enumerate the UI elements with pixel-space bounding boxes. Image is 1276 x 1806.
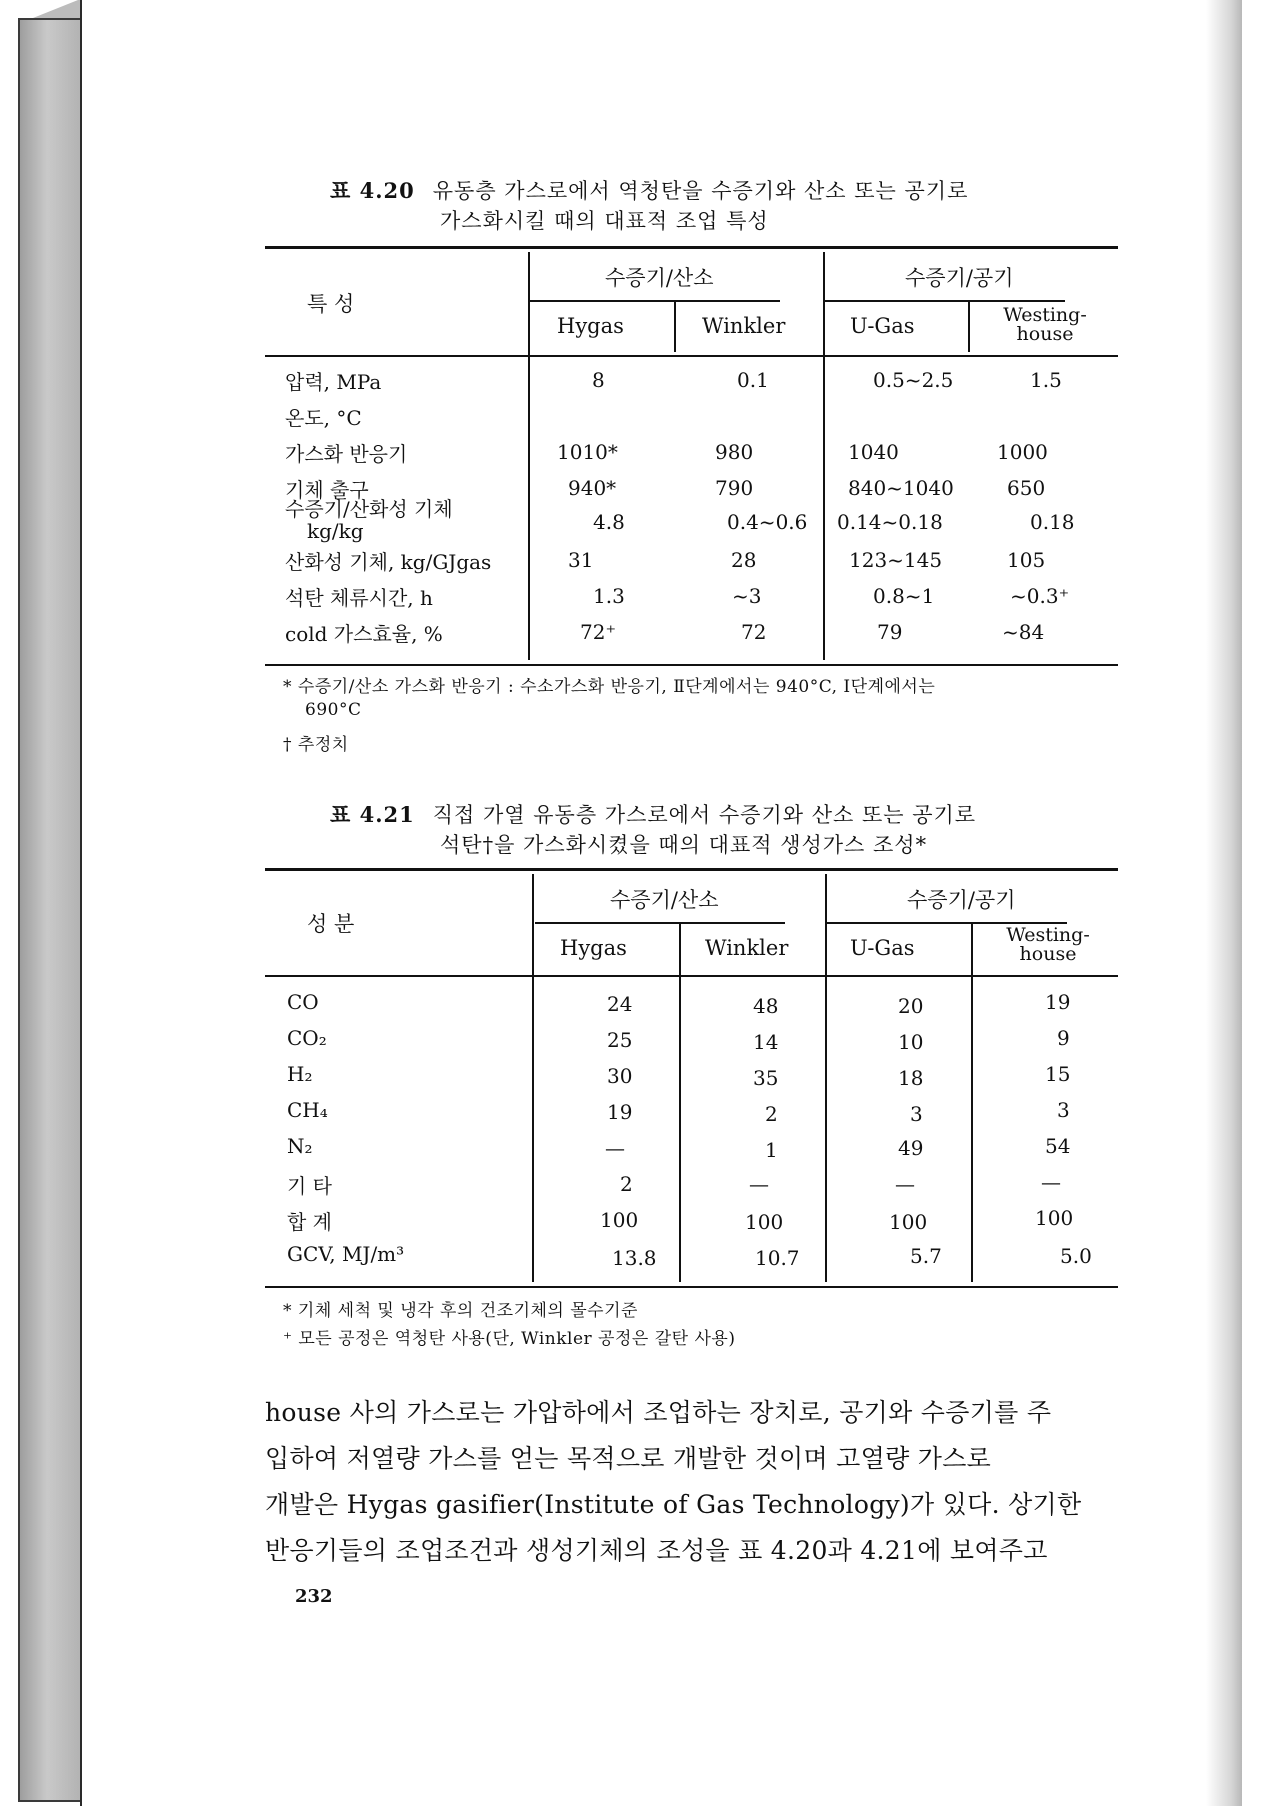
table1-row-pressure-westinghouse: 1.5 — [1030, 368, 1062, 392]
table2-vline-4 — [971, 924, 973, 1282]
table2-row-gcv-label: GCV, MJ/m³ — [287, 1242, 405, 1266]
table1-row-oxidant-westinghouse: 105 — [1007, 548, 1046, 572]
body-paragraph — [265, 1390, 1120, 1574]
table1-row-outlet-winkler: 790 — [715, 476, 754, 500]
table2-row-n2-winkler: 1 — [765, 1138, 778, 1162]
table2-row-ch4-winkler: 2 — [765, 1102, 778, 1126]
table2-note2: ⁺ 모든 공정은 역청탄 사용(단, Winkler 공정은 갈탄 사용) — [283, 1329, 736, 1349]
table1-row-pressure-ugas: 0.5~2.5 — [873, 368, 954, 392]
table2-header-rule — [265, 975, 1118, 977]
table2-header-label: 성 분 — [307, 912, 355, 936]
table2-title-line1: 직접 가열 유동층 가스로에서 수증기와 산소 또는 공기로 — [432, 803, 977, 827]
table2-row-other-winkler: — — [749, 1172, 769, 1196]
table1-note1b: 690°C — [305, 700, 362, 720]
table1-row-pressure-label: 압력, MPa — [285, 370, 382, 394]
table2-row-ch4-ugas: 3 — [910, 1102, 923, 1126]
table1-row-pressure-hygas: 8 — [592, 368, 605, 392]
table2-row-n2-hygas: — — [605, 1136, 625, 1160]
table2-vline-1 — [532, 874, 534, 1282]
table2-top-rule — [265, 868, 1118, 871]
table2-row-h2-hygas: 30 — [607, 1064, 633, 1088]
book-spine — [18, 18, 82, 1802]
table1-row-outlet-hygas: 940* — [568, 476, 617, 500]
table1-row-outlet-ugas: 840~1040 — [848, 476, 954, 500]
table1-row-oxidant-winkler: 28 — [731, 548, 757, 572]
table2-caption — [330, 800, 976, 860]
table1-row-efficiency-westinghouse: ~84 — [1002, 620, 1045, 644]
table2-row-co-label: CO — [287, 990, 319, 1014]
table1-row-efficiency-hygas: 72⁺ — [580, 620, 617, 644]
table1-vline-3 — [823, 252, 825, 660]
table1-vline-1 — [528, 252, 530, 660]
table1-vline-4 — [968, 302, 970, 352]
table2-row-co2-winkler: 14 — [753, 1030, 779, 1054]
table2-row-total-label: 합 계 — [287, 1210, 332, 1234]
table2-col-westing: Westing- — [1006, 924, 1090, 946]
table1-group1-header: 수증기/산소 — [605, 266, 714, 290]
table1-row-outlet-label: 기체 출구 — [285, 478, 369, 502]
table2-row-ch4-hygas: 19 — [607, 1100, 633, 1124]
table1-group2-header: 수증기/공기 — [905, 266, 1014, 290]
table1 — [265, 246, 1118, 666]
table2-row-other-label: 기 타 — [287, 1174, 332, 1198]
table2-row-gcv-winkler: 10.7 — [755, 1246, 800, 1270]
table1-caption — [330, 176, 968, 236]
table2-row-total-westinghouse: 100 — [1035, 1206, 1074, 1230]
table1-header-rule — [265, 355, 1118, 357]
table2-row-co2-westinghouse: 9 — [1057, 1026, 1070, 1050]
table2-row-gcv-hygas: 13.8 — [612, 1246, 657, 1270]
table1-row-residence-westinghouse: ~0.3⁺ — [1010, 584, 1070, 608]
table1-row-outlet-westinghouse: 650 — [1007, 476, 1046, 500]
table2-row-co-hygas: 24 — [607, 992, 633, 1016]
table1-group1-underline — [530, 300, 780, 302]
table1-row-residence-label: 석탄 체류시간, h — [285, 586, 433, 610]
table1-row-gasifier-hygas: 1010* — [557, 440, 618, 464]
table2-note1: * 기체 세척 및 냉각 후의 건조기체의 몰수기준 — [283, 1301, 638, 1321]
table1-row-residence-ugas: 0.8~1 — [873, 584, 935, 608]
table1-row-gasifier-ugas: 1040 — [848, 440, 899, 464]
table1-top-rule — [265, 246, 1118, 249]
table1-row-oxidant-label: 산화성 기체, kg/GJgas — [285, 550, 492, 574]
table2-col-house: house — [1019, 943, 1077, 965]
table1-row-residence-hygas: 1.3 — [593, 584, 625, 608]
table2 — [265, 868, 1118, 1288]
table2-row-ch4-label: CH₄ — [287, 1098, 328, 1122]
table1-row-gasifier-label: 가스화 반응기 — [285, 442, 408, 466]
table1-row-oxidant-ugas: 123~145 — [849, 548, 943, 572]
table2-row-h2-label: H₂ — [287, 1062, 313, 1086]
table2-vline-2 — [679, 924, 681, 1282]
table1-row-ratio-ugas: 0.14~0.18 — [837, 510, 943, 534]
table2-row-h2-ugas: 18 — [898, 1066, 924, 1090]
table2-group1-header: 수증기/산소 — [610, 888, 719, 912]
table1-title-line2: 가스화시킬 때의 대표적 조업 특성 — [440, 209, 769, 233]
table2-row-co-westinghouse: 19 — [1045, 990, 1071, 1014]
table2-row-total-ugas: 100 — [889, 1210, 928, 1234]
body-line-3: 개발은 Hygas gasifier(Institute of Gas Technology)가 있다. 상기한 — [265, 1490, 1082, 1519]
table2-row-gcv-ugas: 5.7 — [910, 1244, 942, 1268]
table2-col-westinghouse — [983, 926, 1113, 964]
table2-row-n2-ugas: 49 — [898, 1136, 924, 1160]
table2-row-n2-label: N₂ — [287, 1134, 313, 1158]
table1-row-gasifier-westinghouse: 1000 — [997, 440, 1048, 464]
table2-row-other-ugas: — — [895, 1172, 915, 1196]
table1-row-efficiency-label: cold 가스효율, % — [285, 622, 443, 646]
table1-col-winkler: Winkler — [702, 314, 786, 338]
table2-row-ch4-westinghouse: 3 — [1057, 1098, 1070, 1122]
table1-group2-underline — [825, 300, 1065, 302]
table2-col-ugas: U-Gas — [850, 936, 915, 960]
body-line-2: 입하여 저열량 가스를 얻는 목적으로 개발한 것이며 고열량 가스로 — [265, 1444, 992, 1473]
table2-row-co-winkler: 48 — [753, 994, 779, 1018]
table1-row-gasifier-winkler: 980 — [715, 440, 754, 464]
table1-row-oxidant-hygas: 31 — [568, 548, 594, 572]
table1-row-residence-winkler: ~3 — [732, 584, 762, 608]
table1-row-pressure-winkler: 0.1 — [737, 368, 769, 392]
table1-col-westinghouse — [980, 306, 1110, 344]
table1-note1: * 수증기/산소 가스화 반응기 : 수소가스화 반응기, Ⅱ단계에서는 940°C, Ⅰ단계에서는 — [283, 677, 936, 697]
table2-row-co2-ugas: 10 — [898, 1030, 924, 1054]
table2-row-h2-westinghouse: 15 — [1045, 1062, 1071, 1086]
table1-number: 표 4.20 — [330, 178, 415, 203]
table2-title-line2: 석탄†을 가스화시켰을 때의 대표적 생성가스 조성* — [440, 833, 928, 857]
table2-group1-underline — [535, 922, 785, 924]
table1-row-ratio-label: 수증기/산화성 기체 — [285, 497, 453, 521]
table1-bottom-rule — [265, 664, 1118, 666]
table1-vline-2 — [674, 302, 676, 352]
table1-row-ratio-label2: kg/kg — [307, 519, 364, 543]
table2-row-h2-winkler: 35 — [753, 1066, 779, 1090]
table1-note2: † 추정치 — [283, 735, 349, 755]
page-number: 232 — [295, 1586, 333, 1607]
table2-col-winkler: Winkler — [705, 936, 789, 960]
table1-row-efficiency-winkler: 72 — [741, 620, 767, 644]
table1-row-ratio-winkler: 0.4~0.6 — [727, 510, 808, 534]
table1-row-temp-label: 온도, °C — [285, 406, 362, 430]
table2-bottom-rule — [265, 1286, 1118, 1288]
table2-row-co-ugas: 20 — [898, 994, 924, 1018]
body-line-4: 반응기들의 조업조건과 생성기체의 조성을 표 4.20과 4.21에 보여주고 — [265, 1536, 1048, 1565]
table1-col-house: house — [1016, 323, 1074, 345]
page-edge-shadow — [1206, 0, 1242, 1806]
table1-col-westing: Westing- — [1003, 304, 1087, 326]
table1-title-line1: 유동층 가스로에서 역청탄을 수증기와 산소 또는 공기로 — [432, 179, 969, 203]
table2-row-total-winkler: 100 — [745, 1210, 784, 1234]
table2-row-co2-hygas: 25 — [607, 1028, 633, 1052]
table2-row-other-westinghouse: — — [1041, 1170, 1061, 1194]
table2-number: 표 4.21 — [330, 802, 415, 827]
table2-vline-3 — [825, 874, 827, 1282]
table2-row-other-hygas: 2 — [620, 1172, 633, 1196]
table2-row-n2-westinghouse: 54 — [1045, 1134, 1071, 1158]
table1-col-hygas: Hygas — [557, 314, 624, 338]
table1-row-ratio-hygas: 4.8 — [593, 510, 625, 534]
table1-row-efficiency-ugas: 79 — [877, 620, 903, 644]
body-line-1: house 사의 가스로는 가압하에서 조업하는 장치로, 공기와 수증기를 주 — [265, 1398, 1052, 1427]
table1-row-ratio-westinghouse: 0.18 — [1030, 510, 1075, 534]
table2-row-co2-label: CO₂ — [287, 1026, 327, 1050]
table1-header-label: 특 성 — [307, 292, 355, 316]
table2-row-total-hygas: 100 — [600, 1208, 639, 1232]
table2-col-hygas: Hygas — [560, 936, 627, 960]
table2-group2-header: 수증기/공기 — [907, 888, 1016, 912]
table2-row-gcv-westinghouse: 5.0 — [1060, 1244, 1092, 1268]
table1-col-ugas: U-Gas — [850, 314, 915, 338]
